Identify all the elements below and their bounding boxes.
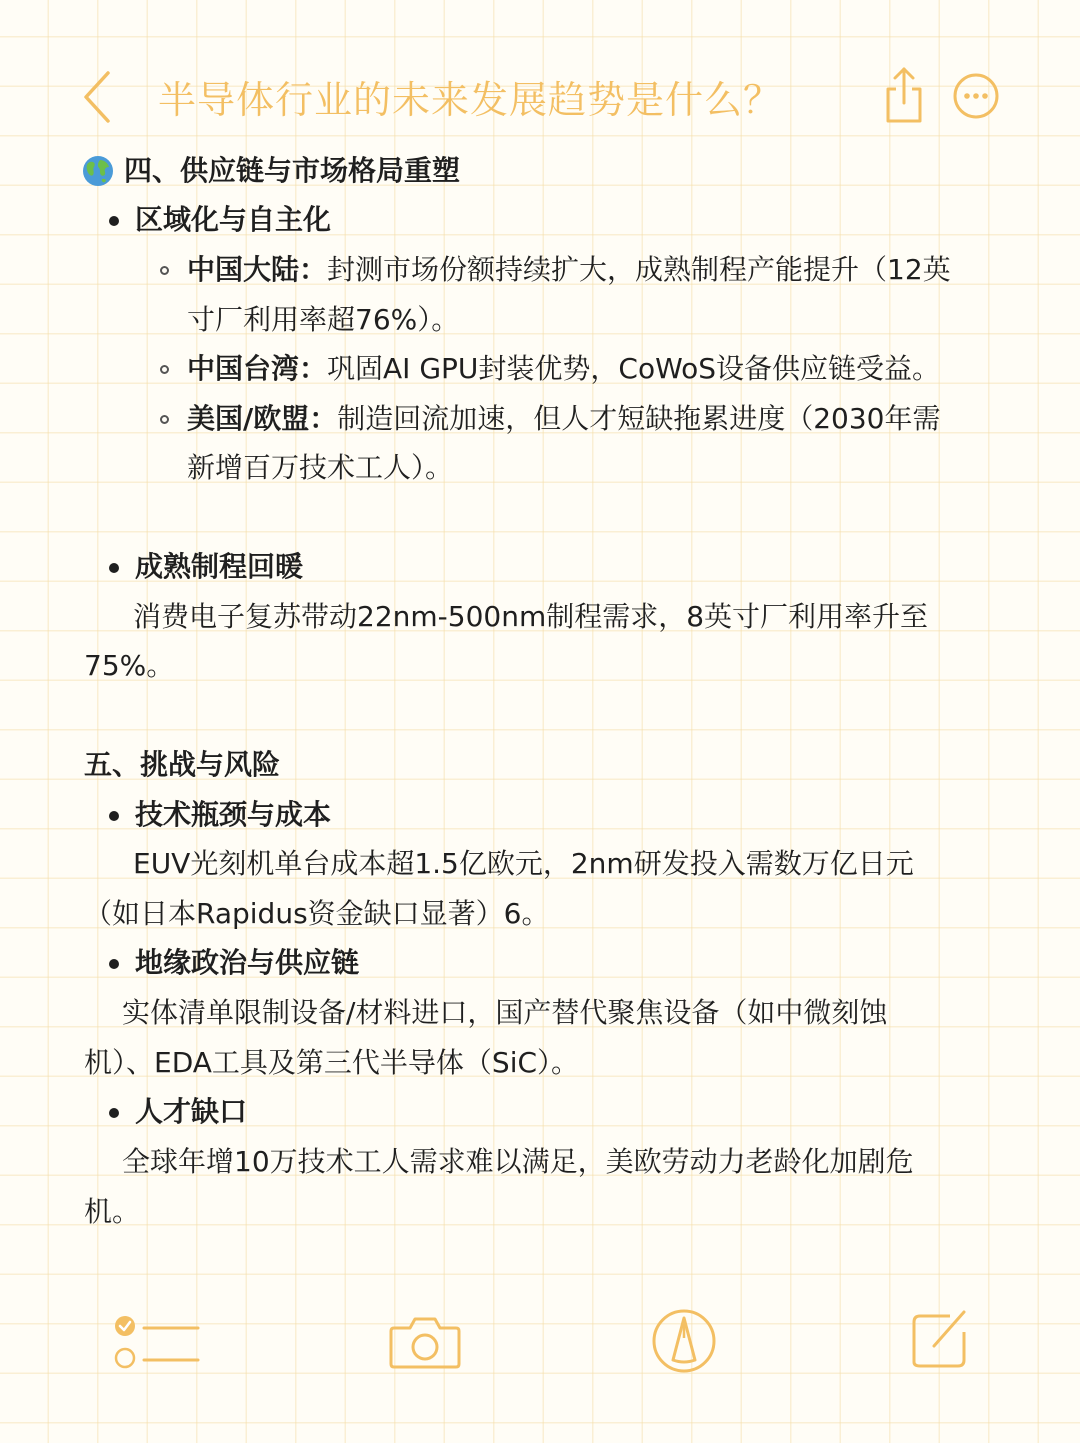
list-item [187,349,940,389]
bottom-toolbar [0,1300,1080,1390]
paragraph: 实体清单限制设备/材料进口，国产替代聚焦设备（如中微刻蚀 [122,996,888,1029]
paragraph-continuation: 机。 [84,1195,141,1228]
checklist-icon[interactable] [112,1312,202,1374]
paragraph-continuation: （如日本Rapidus资金缺口显著）6。 [84,897,550,930]
list-item-label: 中国台湾： [187,352,328,385]
paragraph-continuation: 机）、EDA工具及第三代半导体（SiC）。 [84,1046,580,1079]
bullet-title: 技术瓶颈与成本 [135,798,332,831]
chevron-left-icon[interactable] [78,65,118,125]
list-item [187,250,951,290]
bullet-dot [109,811,119,821]
share-icon[interactable] [880,65,928,125]
bullet-dot [109,1108,119,1118]
globe-icon [82,155,114,187]
camera-icon[interactable] [388,1314,462,1370]
list-item-label: 中国大陆： [187,253,328,286]
paragraph: 消费电子复苏带动22nm-500nm制程需求，8英寸厂利用率升至 [133,600,929,633]
list-item-continuation: 寸厂利用率超76%）。 [187,303,460,336]
bullet-title: 地缘政治与供应链 [135,946,360,979]
compass-icon[interactable] [651,1308,717,1374]
page-title: 半导体行业的未来发展趋势是什么？ [158,78,783,122]
bullet-dot [109,216,119,226]
navigation-bar [0,55,1080,135]
section-heading: 四、供应链与市场格局重塑 [124,154,461,187]
list-item [187,399,941,439]
bullet-title: 成熟制程回暖 [135,550,304,583]
more-icon[interactable] [951,71,1001,121]
list-item-continuation: 新增百万技术工人）。 [187,451,454,484]
bullet-title: 区域化与自主化 [135,203,332,236]
compose-icon[interactable] [910,1308,970,1370]
bullet-dot [109,563,119,573]
paragraph: 全球年增10万技术工人需求难以满足，美欧劳动力老龄化加剧危 [122,1145,914,1178]
paragraph-continuation: 75%。 [84,649,175,682]
bullet-title: 人才缺口 [135,1095,248,1128]
section-heading: 五、挑战与风险 [84,748,281,781]
list-item-text: 制造回流加速，但人才短缺拖累进度（2030年需 [337,402,941,435]
bullet-dot [109,959,119,969]
list-item-label: 美国/欧盟： [187,402,338,435]
sub-bullet-marker [160,266,169,275]
list-item-text: 封测市场份额持续扩大，成熟制程产能提升（12英 [327,253,951,286]
list-item-text: 巩固AI GPU封装优势，CoWoS设备供应链受益。 [327,352,941,385]
paragraph: EUV光刻机单台成本超1.5亿欧元，2nm研发投入需数万亿日元 [133,847,914,880]
sub-bullet-marker [160,365,169,374]
sub-bullet-marker [160,415,169,424]
